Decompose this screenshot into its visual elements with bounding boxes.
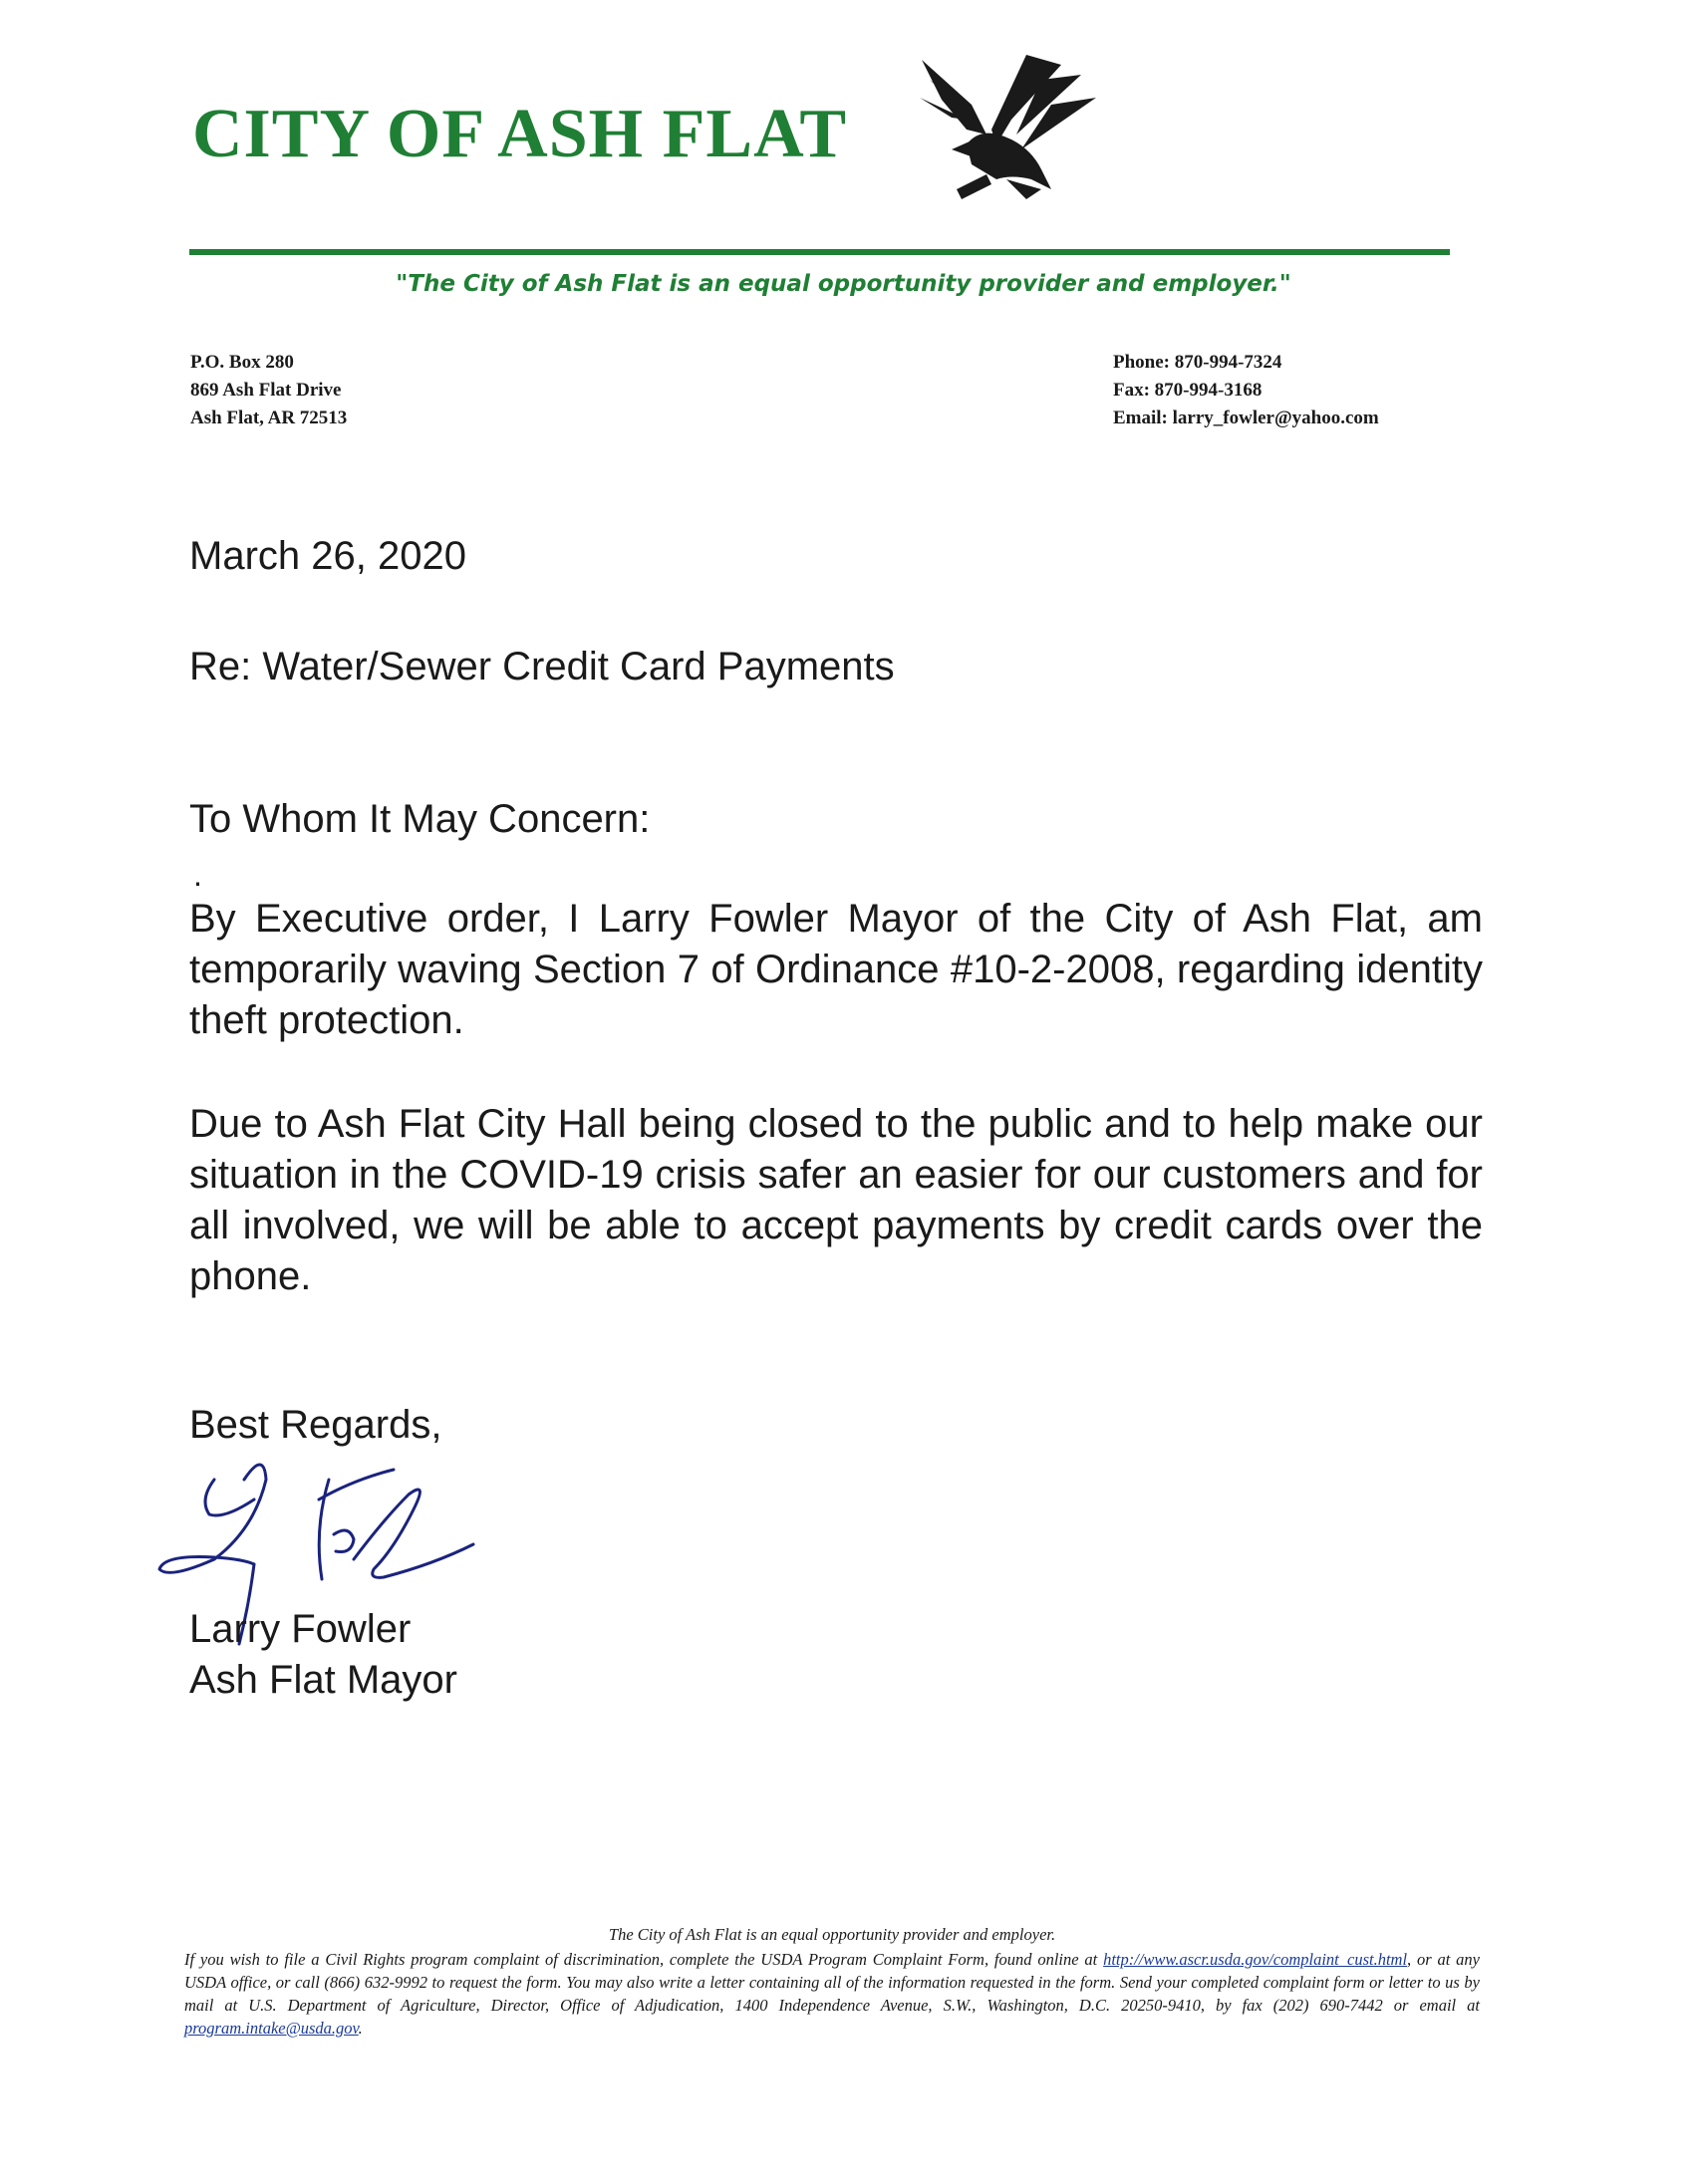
contact-info [1113,349,1379,432]
mailing-address [190,349,347,432]
letterhead-divider [189,249,1450,255]
complaint-form-link[interactable]: http://www.ascr.usda.gov/complaint_cust.html [1103,1950,1408,1969]
footer-text: , or at any USDA office, or call (866) 632-9992 to request the form. You may also write a letter containing all of the information requested in the form. Send your completed complaint form or letter to us by mail at U.S. Department of Agriculture, Director, Office of Adjudication, 1400 Independence Avenue, S.W., Washington, D.C. 20250-9410, by fax (202) 690-7442 or email at [184,1950,1480,2015]
contact-phone: Phone: 870-994-7324 [1113,352,1282,373]
footer-statement: The City of Ash Flat is an equal opportunity provider and employer. [608,1925,1056,1944]
letterhead-title: CITY OF ASH FLAT [192,96,848,172]
signer-title: Ash Flat Mayor [189,1658,457,1702]
eagle-logo-icon [912,50,1101,219]
address-line: Ash Flat, AR 72513 [190,408,348,428]
footer-text: . [358,2019,363,2038]
letter-date: March 26, 2020 [189,534,466,578]
program-intake-email-link[interactable]: program.intake@usda.gov [184,2019,359,2038]
letter-closing: Best Regards, [189,1403,442,1447]
letter-paragraph-1: By Executive order, I Larry Fowler Mayor of the City of Ash Flat, am temporarily waving Section 7 of Ordinance #10-2-2008, regarding identity theft protection. [189,897,1483,1042]
signer-name: Larry Fowler [189,1607,412,1651]
contact-email: Email: larry_fowler@yahoo.com [1113,408,1379,428]
letterhead-tagline: "The City of Ash Flat is an equal opportunity provider and employer." [396,271,1291,297]
contact-fax: Fax: 870-994-3168 [1113,380,1263,401]
footer-text: If you wish to file a Civil Rights program complaint of discrimination, complete the USDA Program Complaint Form, found online at [184,1950,1098,1969]
letter-paragraph-2: Due to Ash Flat City Hall being closed to the public and to help make our situation in the COVID-19 crisis safer an easier for our customers and for all involved, we will be able to accept payments by credit cards over the phone. [189,1102,1483,1298]
footer-body [184,1948,1480,2040]
letter-salutation: To Whom It May Concern: [189,797,651,841]
letter-subject: Re: Water/Sewer Credit Card Payments [189,645,895,688]
address-line: 869 Ash Flat Drive [190,380,342,401]
stray-mark: . [193,857,202,893]
footer-disclaimer [184,1923,1480,2040]
address-line: P.O. Box 280 [190,352,294,373]
